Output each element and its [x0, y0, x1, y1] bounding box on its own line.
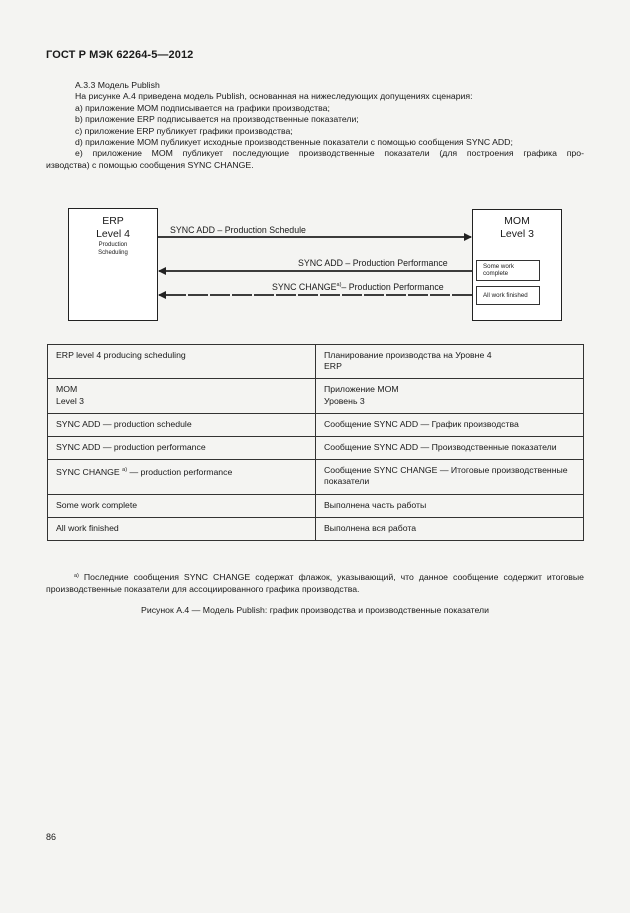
- arrow-label-schedule: SYNC ADD – Production Schedule: [170, 225, 306, 235]
- figure-caption: Рисунок А.4 — Модель Publish: график производства и производственные показатели: [141, 605, 489, 615]
- table-row: [48, 437, 584, 460]
- table-cell-en: SYNC ADD — production performance: [48, 437, 316, 460]
- table-cell-en: MOM Level 3: [48, 379, 316, 413]
- footnote: [46, 570, 584, 595]
- list-item: b) приложение ERP подписывается на производственные показатели;: [75, 114, 359, 125]
- page-number: 86: [46, 832, 57, 842]
- table-row: [48, 494, 584, 517]
- table-cell-ru: Сообщение SYNC ADD — График производства: [316, 413, 584, 436]
- table-row: [48, 345, 584, 379]
- section-text: [46, 80, 584, 171]
- section-title: A.3.3 Модель Publish: [75, 80, 160, 90]
- list-item-continuation: изводства) с помощью сообщения SYNC CHANGE.: [46, 159, 254, 170]
- table-cell-ru: Выполнена часть работы: [316, 494, 584, 517]
- table-cell-en: All work finished: [48, 517, 316, 540]
- table-row: [48, 517, 584, 540]
- table-cell-en: Some work complete: [48, 494, 316, 517]
- footnote-text: Последние сообщения SYNC CHANGE содержат флажок, указывающий, что данное сообщение содержит итоговые производственные показатели для ассоциированного графика производства.: [46, 572, 584, 594]
- table-cell-ru: Сообщение SYNC CHANGE — Итоговые производственные показатели: [316, 460, 584, 494]
- footnote-marker: a): [74, 573, 79, 579]
- table-cell-ru: Приложение MOM Уровень 3: [316, 379, 584, 413]
- table-row: [48, 413, 584, 436]
- table-cell-en: SYNC ADD — production schedule: [48, 413, 316, 436]
- intro-paragraph: На рисунке А.4 приведена модель Publish, основанная на нижеследующих допущениях сценария:: [75, 91, 473, 102]
- erp-title: ERP Level 4: [96, 215, 130, 240]
- legend-table: [47, 344, 584, 541]
- list-item: с) приложение ERP публикует графики производства;: [75, 125, 293, 136]
- table-cell-ru: Выполнена вся работа: [316, 517, 584, 540]
- table-row: [48, 379, 584, 413]
- table-cell-en: SYNC CHANGE $^{a)}$ — production performance: [48, 460, 316, 494]
- table-cell-en: ERP level 4 producing scheduling: [48, 345, 316, 379]
- table-cell-ru: Планирование производства на Уровне 4 ERP: [316, 345, 584, 379]
- list-item: d) приложение MOM публикует исходные производственные показатели с помощью сообщения SYNC ADD;: [75, 137, 513, 148]
- mom-title: MOM Level 3: [500, 215, 534, 240]
- arrow-label-performance-add: SYNC ADD – Production Performance: [298, 258, 448, 268]
- status-some-work-complete: Some work complete: [476, 260, 540, 281]
- erp-box: [68, 208, 158, 321]
- status-all-work-finished: All work finished: [476, 286, 540, 305]
- table-cell-ru: Сообщение SYNC ADD — Производственные показатели: [316, 437, 584, 460]
- erp-subtitle: Production Scheduling: [98, 242, 128, 256]
- arrow-label-performance-change: SYNC CHANGE$^{a)}$– Production Performance: [272, 282, 444, 292]
- table-row: [48, 460, 584, 494]
- list-item: е) приложение MOM публикует последующие производственные показатели (для построения графика про-: [75, 148, 584, 159]
- document-header: ГОСТ Р МЭК 62264-5—2012: [46, 49, 194, 61]
- list-item: а) приложение MOM подписывается на графики производства;: [75, 102, 330, 113]
